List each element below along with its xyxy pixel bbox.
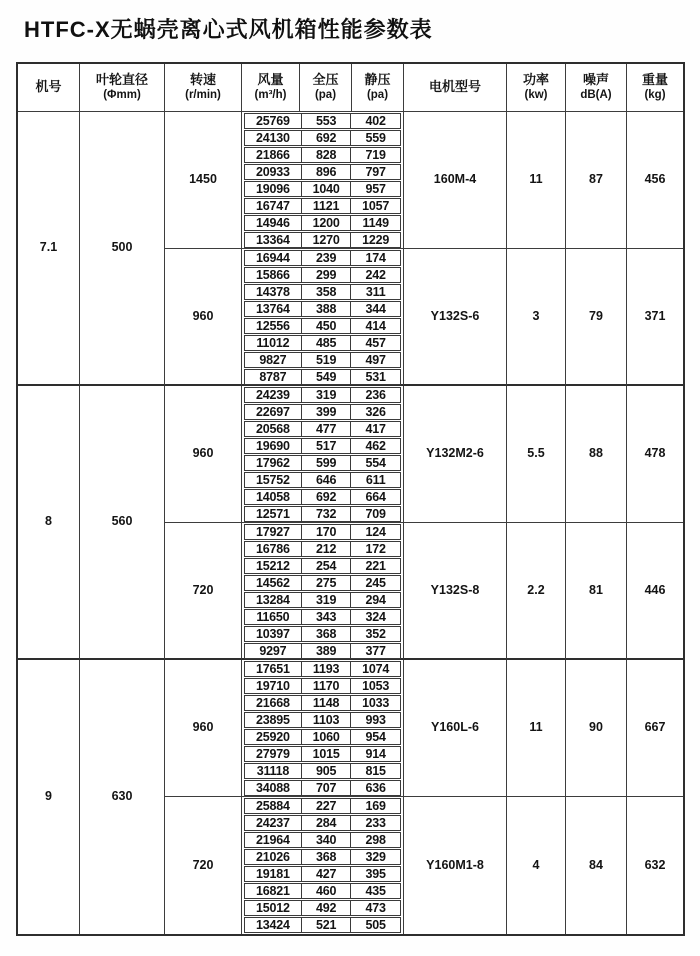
header-machine-no [18,64,80,112]
airflow-value: 24239 [256,388,290,402]
table-row [244,712,401,728]
weight-cell: 456 [627,112,683,249]
table-row [244,746,401,762]
fan-data-subtable [242,386,404,523]
table-row [244,695,401,711]
static-pressure-value: 311 [350,285,400,299]
airflow-value: 22697 [256,405,290,419]
impeller-diameter-cell: 500 [80,112,165,386]
static-pressure-value: 174 [350,251,400,265]
header-unit: (Φmm) [103,89,141,102]
airflow-value: 14946 [256,216,290,230]
total-pressure-value: 343 [301,610,351,624]
total-pressure-value: 707 [301,781,351,795]
table-row [244,643,401,659]
table-row [244,250,401,266]
airflow-value: 16944 [256,251,290,265]
static-pressure-value: 245 [350,576,400,590]
header-power [507,64,566,112]
total-pressure-value: 254 [301,559,351,573]
airflow-value: 19690 [256,439,290,453]
table-row [244,763,401,779]
total-pressure-value: 553 [301,114,351,128]
static-pressure-value: 1053 [350,679,400,693]
total-pressure-value: 1170 [301,679,351,693]
table-row [244,849,401,865]
airflow-value: 20568 [256,422,290,436]
power-cell: 4 [507,797,566,934]
speed-cell: 720 [165,797,242,934]
power-cell: 5.5 [507,386,566,523]
table-row [244,917,401,933]
speed-cell: 960 [165,386,242,523]
airflow-value: 15012 [256,901,290,915]
speed-cell: 960 [165,660,242,797]
speed-cell: 960 [165,249,242,386]
header-label: 全压 [312,72,339,88]
airflow-value: 19096 [256,182,290,196]
noise-cell: 90 [566,660,627,797]
total-pressure-value: 284 [301,816,351,830]
airflow-value: 13364 [256,233,290,247]
total-pressure-value: 358 [301,285,351,299]
airflow-value: 19710 [256,679,290,693]
weight-cell: 371 [627,249,683,386]
static-pressure-value: 1149 [350,216,400,230]
table-row [244,678,401,694]
header-static-pressure [352,64,404,112]
airflow-value: 31118 [256,764,290,778]
total-pressure-value: 275 [301,576,351,590]
static-pressure-value: 473 [350,901,400,915]
fan-data-subtable [242,797,404,934]
static-pressure-value: 329 [350,850,400,864]
total-pressure-value: 692 [301,490,351,504]
machine-no-cell: 9 [18,660,80,934]
airflow-value: 16821 [256,884,290,898]
static-pressure-value: 505 [350,918,400,932]
static-pressure-value: 815 [350,764,400,778]
airflow-value: 25884 [256,799,290,813]
airflow-value: 8787 [259,370,287,384]
speed-cell: 720 [165,523,242,660]
static-pressure-value: 559 [350,131,400,145]
airflow-value: 15752 [256,473,290,487]
total-pressure-value: 599 [301,456,351,470]
static-pressure-value: 1074 [350,662,400,676]
header-label: 转速 [189,72,216,88]
total-pressure-value: 450 [301,319,351,333]
airflow-value: 25920 [256,730,290,744]
header-label: 电机型号 [428,79,481,95]
static-pressure-value: 169 [350,799,400,813]
static-pressure-value: 435 [350,884,400,898]
header-unit: (kw) [524,89,548,102]
table-row [244,609,401,625]
airflow-value: 17927 [256,525,290,539]
airflow-value: 14562 [256,576,290,590]
airflow-value: 20933 [256,165,290,179]
table-row [244,318,401,334]
table-row [244,798,401,814]
static-pressure-value: 719 [350,148,400,162]
speed-cell: 1450 [165,112,242,249]
noise-cell: 79 [566,249,627,386]
header-label: 风量 [257,72,284,88]
motor-model-cell: Y132M2-6 [404,386,507,523]
table-row [244,232,401,248]
airflow-value: 24237 [256,816,290,830]
total-pressure-value: 427 [301,867,351,881]
static-pressure-value: 298 [350,833,400,847]
total-pressure-value: 388 [301,302,351,316]
table-row [244,198,401,214]
total-pressure-value: 492 [301,901,351,915]
airflow-value: 15866 [256,268,290,282]
total-pressure-value: 227 [301,799,351,813]
header-unit: (m³/h) [254,89,287,102]
total-pressure-value: 1060 [301,730,351,744]
header-speed [165,64,242,112]
airflow-value: 16747 [256,199,290,213]
total-pressure-value: 299 [301,268,351,282]
total-pressure-value: 460 [301,884,351,898]
table-row [244,832,401,848]
airflow-value: 14058 [256,490,290,504]
static-pressure-value: 344 [350,302,400,316]
table-row [244,661,401,677]
header-weight [627,64,683,112]
table-row [244,592,401,608]
static-pressure-value: 957 [350,182,400,196]
machine-no-cell: 8 [18,386,80,660]
motor-model-cell: Y160L-6 [404,660,507,797]
total-pressure-value: 1103 [301,713,351,727]
airflow-value: 16786 [256,542,290,556]
airflow-value: 15212 [256,559,290,573]
table-row [244,284,401,300]
header-noise [566,64,627,112]
total-pressure-value: 399 [301,405,351,419]
static-pressure-value: 377 [350,644,400,658]
static-pressure-value: 326 [350,405,400,419]
table-row [244,815,401,831]
static-pressure-value: 352 [350,627,400,641]
header-unit: dB(A) [580,89,612,102]
static-pressure-value: 233 [350,816,400,830]
total-pressure-value: 368 [301,627,351,641]
power-cell: 3 [507,249,566,386]
airflow-value: 13284 [256,593,290,607]
static-pressure-value: 554 [350,456,400,470]
motor-model-cell: 160M-4 [404,112,507,249]
static-pressure-value: 1229 [350,233,400,247]
impeller-diameter-cell: 560 [80,386,165,660]
table-row [244,267,401,283]
table-row [244,181,401,197]
total-pressure-value: 732 [301,507,351,521]
performance-table [16,62,685,936]
table-row [244,147,401,163]
total-pressure-value: 549 [301,370,351,384]
total-pressure-value: 1148 [301,696,351,710]
table-row [244,558,401,574]
static-pressure-value: 417 [350,422,400,436]
header-motor-model [404,64,507,112]
machine-no-cell: 7.1 [18,112,80,386]
table-row [244,866,401,882]
total-pressure-value: 1193 [301,662,351,676]
table-row [244,352,401,368]
airflow-value: 12571 [256,507,290,521]
static-pressure-value: 1033 [350,696,400,710]
weight-cell: 446 [627,523,683,660]
header-label: 噪声 [582,72,609,88]
static-pressure-value: 709 [350,507,400,521]
static-pressure-value: 531 [350,370,400,384]
total-pressure-value: 212 [301,542,351,556]
total-pressure-value: 1121 [301,199,351,213]
total-pressure-value: 692 [301,131,351,145]
table-row [244,626,401,642]
noise-cell: 87 [566,112,627,249]
table-row [244,575,401,591]
total-pressure-value: 319 [301,593,351,607]
static-pressure-value: 324 [350,610,400,624]
airflow-value: 21866 [256,148,290,162]
static-pressure-value: 611 [350,473,400,487]
total-pressure-value: 368 [301,850,351,864]
static-pressure-value: 124 [350,525,400,539]
airflow-value: 12556 [256,319,290,333]
total-pressure-value: 1270 [301,233,351,247]
table-row [244,301,401,317]
airflow-value: 14378 [256,285,290,299]
airflow-value: 11650 [256,610,290,624]
header-label: 功率 [522,72,549,88]
table-row [244,780,401,796]
static-pressure-value: 457 [350,336,400,350]
static-pressure-value: 993 [350,713,400,727]
weight-cell: 632 [644,857,666,872]
table-row [244,883,401,899]
airflow-value: 23895 [256,713,290,727]
fan-data-subtable [242,249,404,386]
table-row [244,900,401,916]
airflow-value: 21026 [256,850,290,864]
header-impeller-diameter [80,64,165,112]
noise-cell: 84 [566,797,627,934]
table-row [244,541,401,557]
table-row [244,472,401,488]
static-pressure-value: 664 [350,490,400,504]
airflow-value: 21668 [256,696,290,710]
header-unit: (kg) [644,89,666,102]
static-pressure-value: 462 [350,439,400,453]
airflow-value: 34088 [256,781,290,795]
static-pressure-value: 172 [350,542,400,556]
fan-data-subtable [242,112,404,249]
airflow-value: 25769 [256,114,290,128]
airflow-value: 19181 [256,867,290,881]
motor-model-cell: Y132S-6 [404,249,507,386]
table-row [244,387,401,403]
header-total-pressure [300,64,352,112]
weight-cell: 478 [627,386,683,523]
airflow-value: 11012 [256,336,290,350]
total-pressure-value: 170 [301,525,351,539]
table-row [244,729,401,745]
static-pressure-value: 497 [350,353,400,367]
table-row [244,130,401,146]
table-row [244,489,401,505]
total-pressure-value: 828 [301,148,351,162]
total-pressure-value: 521 [301,918,351,932]
airflow-value: 13424 [256,918,290,932]
fan-data-subtable [242,523,404,660]
airflow-value: 9827 [259,353,287,367]
motor-model-cell: Y132S-8 [404,523,507,660]
total-pressure-value: 389 [301,644,351,658]
total-pressure-value: 477 [301,422,351,436]
static-pressure-value: 414 [350,319,400,333]
header-unit: (pa) [314,89,337,102]
airflow-value: 17651 [256,662,290,676]
airflow-value: 27979 [256,747,290,761]
total-pressure-value: 319 [301,388,351,402]
static-pressure-value: 954 [350,730,400,744]
airflow-value: 9297 [259,644,287,658]
power-cell: 2.2 [507,523,566,660]
total-pressure-value: 485 [301,336,351,350]
static-pressure-value: 914 [350,747,400,761]
table-row [244,335,401,351]
total-pressure-value: 1200 [301,216,351,230]
header-label: 叶轮直径 [95,72,148,88]
total-pressure-value: 1040 [301,182,351,196]
power-cell: 11 [507,660,566,797]
table-row [244,369,401,385]
page-title: HTFC-X无蜗壳离心式风机箱性能参数表 [24,17,433,42]
total-pressure-value: 517 [301,439,351,453]
static-pressure-value: 236 [350,388,400,402]
table-row [244,455,401,471]
header-unit: (pa) [366,89,389,102]
table-row [244,164,401,180]
static-pressure-value: 402 [350,114,400,128]
fan-data-subtable [242,660,404,797]
airflow-value: 24130 [256,131,290,145]
noise-cell: 88 [566,386,627,523]
total-pressure-value: 519 [301,353,351,367]
motor-model-cell: Y160M1-8 [404,797,507,934]
static-pressure-value: 797 [350,165,400,179]
total-pressure-value: 646 [301,473,351,487]
table-row [244,438,401,454]
table-row [244,421,401,437]
static-pressure-value: 636 [350,781,400,795]
airflow-value: 10397 [256,627,290,641]
table-row [244,506,401,522]
airflow-value: 21964 [256,833,290,847]
power-cell: 11 [507,112,566,249]
total-pressure-value: 896 [301,165,351,179]
static-pressure-value: 242 [350,268,400,282]
total-pressure-value: 239 [301,251,351,265]
airflow-value: 13764 [256,302,290,316]
table-row [244,524,401,540]
total-pressure-value: 340 [301,833,351,847]
impeller-diameter-cell: 630 [80,660,165,934]
header-airflow [242,64,300,112]
header-label: 重量 [641,72,668,88]
weight-cell: 667 [627,660,683,797]
header-unit: (r/min) [185,89,221,102]
table-row [244,113,401,129]
static-pressure-value: 221 [350,559,400,573]
noise-cell: 81 [566,523,627,660]
airflow-value: 17962 [256,456,290,470]
static-pressure-value: 395 [350,867,400,881]
total-pressure-value: 1015 [301,747,351,761]
total-pressure-value: 905 [301,764,351,778]
table-row [244,404,401,420]
table-row [244,215,401,231]
static-pressure-value: 1057 [350,199,400,213]
header-label: 静压 [364,72,391,88]
header-label: 机号 [35,79,62,95]
static-pressure-value: 294 [350,593,400,607]
